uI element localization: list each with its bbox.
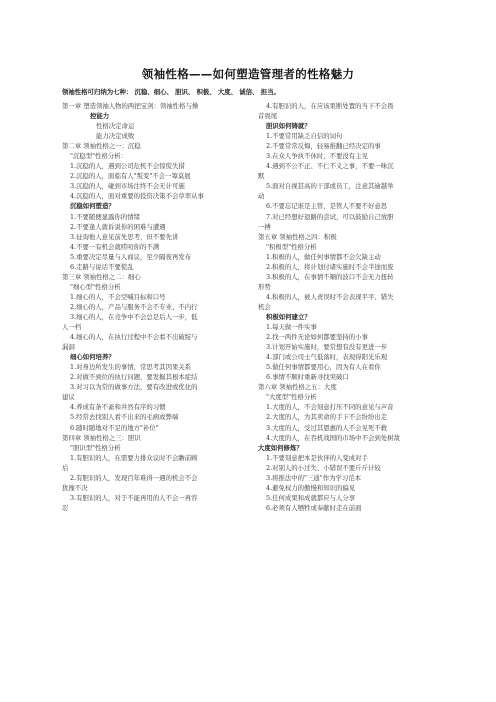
text-line: 3.有胆识的人，对于不能再用的人不会一再容 xyxy=(70,493,198,502)
text-line: 7.对已经想好退路的尝试，可以鼓励自己放胆 xyxy=(266,212,394,221)
right-column xyxy=(258,101,448,513)
text-line: 人一档 xyxy=(62,323,82,332)
text-line: 6.走路与说话不要慌乱 xyxy=(70,262,134,271)
text-line: 第一章 塑造领袖人物的两把宝剑：领袖性格与操 xyxy=(62,102,199,110)
text-line: 3.沉稳的人，碰到市场注终不会无计可施 xyxy=(70,182,185,191)
text-line: 3.细心的人，在竞争中不会总是后人一步，低 xyxy=(70,312,198,321)
text-line: 3.将推法中的"三通"作为学习范本 xyxy=(266,473,362,482)
text-line: 第五章 领袖性格之四：积极 xyxy=(258,232,337,241)
text-line: "大度型"性格分析 xyxy=(266,393,317,402)
text-line: 4.遇到不公不正、不仁不义之事，不要一味沉 xyxy=(266,162,394,171)
text-line: 4.养成有条不紊和井然有序的习惯 xyxy=(70,403,166,412)
text-line: 3.计划开始实施时，要常想有没有更进一步 xyxy=(266,343,388,352)
text-line: 3.征询他人意见前先思考，但不要先讲 xyxy=(70,232,179,241)
text-line: 动 xyxy=(258,192,265,201)
text-line: 1.积极的人，做任何事情都不会欠缺主动 xyxy=(266,252,381,261)
text-line: "胆识型"性格分析 xyxy=(70,443,121,452)
text-line: 4.细心的人，在执行过程中不会看不出破绽与 xyxy=(70,333,198,342)
text-line: 漏洞 xyxy=(62,343,75,352)
text-line: 1.不要随便显露你的情绪 xyxy=(70,212,141,221)
text-line: 1.对身边所发生的事情，常思考其因果关系 xyxy=(70,363,192,372)
text-line: 3.大度的人，受过其恩惠的人不会见死不救 xyxy=(266,423,388,432)
text-line: 2.对做不到位的执行问题，要发掘其根本症结 xyxy=(70,373,198,382)
summary-line: 领袖性格可归纳为七种： 沉稳、细心、 胆识、 积极、 大度、 诚信、 担当。 xyxy=(62,88,280,96)
text-line: 建议 xyxy=(62,393,75,402)
section-heading: 控能力 xyxy=(90,112,110,121)
text-line: 4.沉稳的人，面对重要的投资决策不会草率从事 xyxy=(70,192,204,201)
text-line: 1.不要刻意把本是伙伴的人变成对手 xyxy=(266,453,368,462)
text-line: 4.大度的人，在吞机战国的市场中不会到处树敌 xyxy=(266,433,400,442)
text-line: 1.细心的人，不会空喊目标和口号 xyxy=(70,292,166,301)
text-line: 2.细心的人，产品与服务不会不专业、不内行 xyxy=(70,302,198,311)
text-line: 一搏 xyxy=(258,222,271,231)
text-line: 6.必须有人牺牲或奉献时走在前面 xyxy=(266,503,362,512)
text-line: 4.部门或公司士气低落时，表现得阳光乐观 xyxy=(266,353,388,362)
text-line: "积极型"性格分析 xyxy=(266,242,317,251)
section-heading: 细心如何培养？ xyxy=(70,353,115,362)
text-line: 2.积极的人，将计划付诸实施时不会半途而废 xyxy=(266,262,394,271)
text-line: 能力决定成败 xyxy=(96,132,135,141)
text-line: 6.事情不顺时重新寻找突破口 xyxy=(266,373,349,382)
text-line: 2.对别人的小过失、小错误不要斤斤计较 xyxy=(266,463,381,472)
text-line: 1.每天做一件实事 xyxy=(266,323,317,332)
text-line: 2.不要常常反悔，轻易推翻已经决定的事 xyxy=(266,142,381,151)
text-line: 性格决定命运 xyxy=(96,122,135,131)
section-heading: 胆识如何铸就？ xyxy=(266,122,311,131)
text-line: 5.做任何事情都要用心，因为有人在看你 xyxy=(266,363,381,372)
left-column xyxy=(62,101,252,513)
text-line: 1.沉稳的人，遇到公司危机不会惊慌失措 xyxy=(70,162,185,171)
text-line: 形势 xyxy=(258,282,271,291)
text-line: 忍 xyxy=(62,503,69,512)
text-line: 第二章 领袖性格之一：沉稳 xyxy=(62,142,141,151)
section-heading: 大度如何修炼？ xyxy=(258,443,303,452)
text-line: 2.不要逢人就诉说你的困难与遭遇 xyxy=(70,222,166,231)
text-line: 6.随时随地对不足的地方"补位" xyxy=(70,423,159,432)
text-line: 2.大度的人，为其卖命的手下不会纷纷出走 xyxy=(266,413,388,422)
section-heading: 沉稳如何塑造？ xyxy=(70,202,115,211)
text-line: 犹豫不决 xyxy=(62,483,88,492)
text-line: 2.有胆识的人，发现百年难得一遇的机会不会 xyxy=(70,473,198,482)
text-line: 1.不要常用缺乏自信的词句 xyxy=(266,132,343,141)
text-line: 第四章 领袖性格之三：胆识 xyxy=(62,433,141,442)
text-line: 5.经常去找别人看不出来的毛病或弊端 xyxy=(70,413,179,422)
text-line: 1.大度的人，不会刻意打压不同的意见与声音 xyxy=(266,403,394,412)
text-line: 4.有胆识的人，在应该果断处置的当下不会畏 xyxy=(266,102,394,110)
text-line: "细心型"性格分析 xyxy=(70,282,121,291)
text-line: "沉稳型"性格分析： xyxy=(70,152,128,161)
section-heading: 积极如何建立？ xyxy=(266,312,311,321)
text-line: 后 xyxy=(62,463,69,472)
text-line: 第三章 领袖性格之二：细心 xyxy=(62,272,141,281)
text-line: 3.对习以为常的做事方法，要有改进或优化的 xyxy=(70,383,198,392)
text-line: 4.避免权力的傲慢和知识的偏见 xyxy=(266,483,356,492)
text-line: 3.在众人争执不休时，不要没有主见 xyxy=(266,152,368,161)
text-line: 6.不要忘记谁是主管，是管人不要不好意思 xyxy=(266,202,388,211)
text-line: 5.面对自视甚高的干部或员工，注意其逾越举 xyxy=(266,182,394,191)
text-line: 4.积极的人，被人责误时不会表现平平、错失 xyxy=(266,292,394,301)
text-line: 2.找一两件无论如何都要坚持的小事 xyxy=(266,333,368,342)
text-line: 1.有胆识的人，在需要力排众议时不会瞻前顾 xyxy=(70,453,198,462)
text-line: 5.任何成果和成就都应与人分享 xyxy=(266,493,356,502)
text-line: 默 xyxy=(258,172,265,181)
text-line: 3.积极的人，在事情不顺的波口不会无力扭转 xyxy=(266,272,394,281)
text-line: 5.重要决定尽量与人商议，至少隔夜再发布 xyxy=(70,252,192,261)
text-line: 首畏尾 xyxy=(258,112,278,121)
text-line: 2.沉稳的人，面临有人"叛变"不会一筹莫展 xyxy=(70,172,191,181)
document-title: 领袖性格——如何塑造管理者的性格魅力 xyxy=(141,67,355,81)
text-line: 第六章 领袖性格之五：大度 xyxy=(258,383,337,392)
text-line: 4.不要一有机会就唠叨你的不满 xyxy=(70,242,160,251)
text-line: 机会 xyxy=(258,302,271,311)
